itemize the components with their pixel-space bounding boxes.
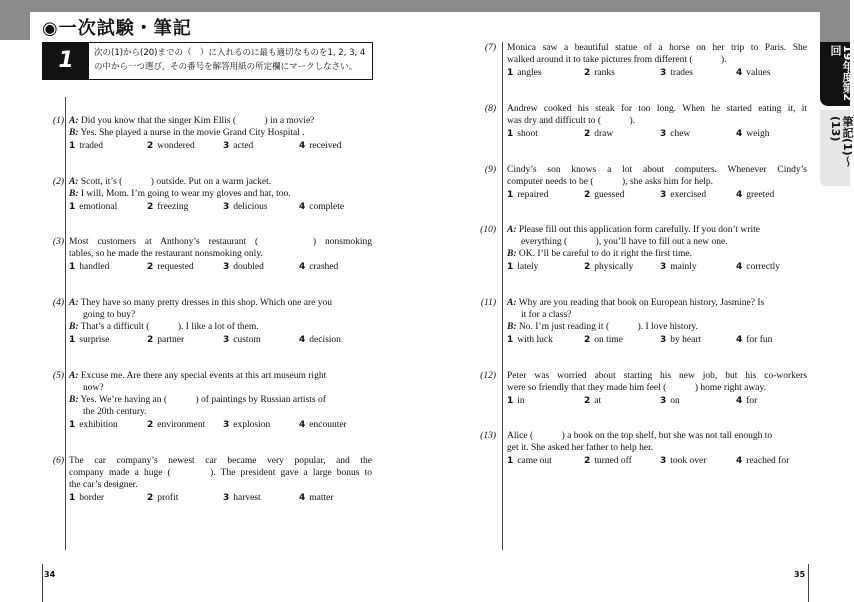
option-2[interactable]: 2 at — [584, 396, 602, 406]
section-number: 1 — [43, 43, 89, 79]
option-4[interactable]: 4 encounter — [299, 420, 347, 430]
option-1[interactable]: 1 traded — [69, 141, 104, 151]
option-2[interactable]: 2 draw — [584, 129, 614, 139]
option-2[interactable]: 2 freezing — [147, 202, 189, 212]
option-2[interactable]: 2 profit — [147, 493, 179, 503]
option-4[interactable]: 4 reached for — [736, 456, 790, 466]
options — [69, 492, 372, 504]
option-2[interactable]: 2 environment — [147, 420, 206, 430]
right-column-rule — [502, 42, 503, 550]
options — [69, 201, 374, 213]
option-4[interactable]: 4 greeted — [736, 190, 775, 200]
option-1[interactable]: 1 shoot — [507, 129, 538, 139]
option-4[interactable]: 4 weigh — [736, 129, 770, 139]
options — [69, 261, 372, 273]
options — [507, 395, 807, 407]
option-2[interactable]: 2 turned off — [584, 456, 632, 466]
option-3[interactable]: 3 acted — [223, 141, 254, 151]
option-4[interactable]: 4 values — [736, 68, 771, 78]
option-2[interactable]: 2 on time — [584, 335, 624, 345]
option-3[interactable]: 3 chew — [660, 129, 691, 139]
top-bar — [0, 0, 850, 12]
option-2[interactable]: 2 wondered — [147, 141, 195, 151]
option-3[interactable]: 3 trades — [660, 68, 693, 78]
options — [69, 419, 374, 431]
option-1[interactable]: 1 angles — [507, 68, 542, 78]
option-1[interactable]: 1 surprise — [69, 335, 110, 345]
option-1[interactable]: 1 in — [507, 396, 525, 406]
header-tab-right — [820, 12, 850, 42]
option-3[interactable]: 3 on — [660, 396, 680, 406]
option-3[interactable]: 3 took over — [660, 456, 707, 466]
option-3[interactable]: 3 doubled — [223, 262, 264, 272]
section-instruction-box — [42, 42, 373, 80]
option-2[interactable]: 2 ranks — [584, 68, 615, 78]
options — [69, 334, 374, 346]
option-3[interactable]: 3 explosion — [223, 420, 271, 430]
option-2[interactable]: 2 guessed — [584, 190, 625, 200]
option-4[interactable]: 4 complete — [299, 202, 345, 212]
option-4[interactable]: 4 for fun — [736, 335, 773, 345]
side-tab-year: 19年度第2回 — [820, 42, 850, 106]
side-tab-section: 筆記(1)〜(13) — [820, 110, 850, 186]
option-3[interactable]: 3 exercised — [660, 190, 707, 200]
page-number-right: 35 — [794, 570, 806, 579]
side-index-tab — [820, 42, 854, 186]
left-column-rule — [65, 97, 66, 550]
option-4[interactable]: 4 matter — [299, 493, 334, 503]
option-2[interactable]: 2 requested — [147, 262, 194, 272]
options — [507, 455, 807, 467]
option-4[interactable]: 4 received — [299, 141, 342, 151]
option-1[interactable]: 1 repaired — [507, 190, 549, 200]
option-4[interactable]: 4 crashed — [299, 262, 339, 272]
left-margin-rule — [42, 564, 43, 602]
option-4[interactable]: 4 for — [736, 396, 758, 406]
options — [507, 67, 807, 79]
option-1[interactable]: 1 with luck — [507, 335, 553, 345]
option-2[interactable]: 2 partner — [147, 335, 185, 345]
section-instruction: 次の(1)から(20)までの（ ）に入れるのに最も適切なものを1, 2, 3, 4 の中から一つ選び，その番号を解答用紙の所定欄にマークしなさい。 — [94, 48, 366, 72]
right-margin-rule — [808, 564, 809, 602]
option-1[interactable]: 1 came out — [507, 456, 552, 466]
option-3[interactable]: 3 custom — [223, 335, 261, 345]
option-1[interactable]: 1 exhibition — [69, 420, 118, 430]
option-4[interactable]: 4 correctly — [736, 262, 781, 272]
options — [507, 261, 807, 273]
option-4[interactable]: 4 decision — [299, 335, 341, 345]
options — [69, 140, 374, 152]
option-3[interactable]: 3 by heart — [660, 335, 702, 345]
options — [507, 334, 807, 346]
option-3[interactable]: 3 delicious — [223, 202, 268, 212]
option-1[interactable]: 1 lately — [507, 262, 539, 272]
option-3[interactable]: 3 mainly — [660, 262, 697, 272]
option-1[interactable]: 1 handled — [69, 262, 110, 272]
header-tab-left — [0, 12, 30, 40]
option-2[interactable]: 2 physically — [584, 262, 634, 272]
page-number-left: 34 — [44, 570, 56, 579]
option-1[interactable]: 1 border — [69, 493, 105, 503]
page-title: ◉一次試験・筆記 — [42, 18, 192, 39]
options — [507, 128, 807, 140]
option-3[interactable]: 3 harvest — [223, 493, 261, 503]
options — [507, 189, 807, 201]
option-1[interactable]: 1 emotional — [69, 202, 118, 212]
